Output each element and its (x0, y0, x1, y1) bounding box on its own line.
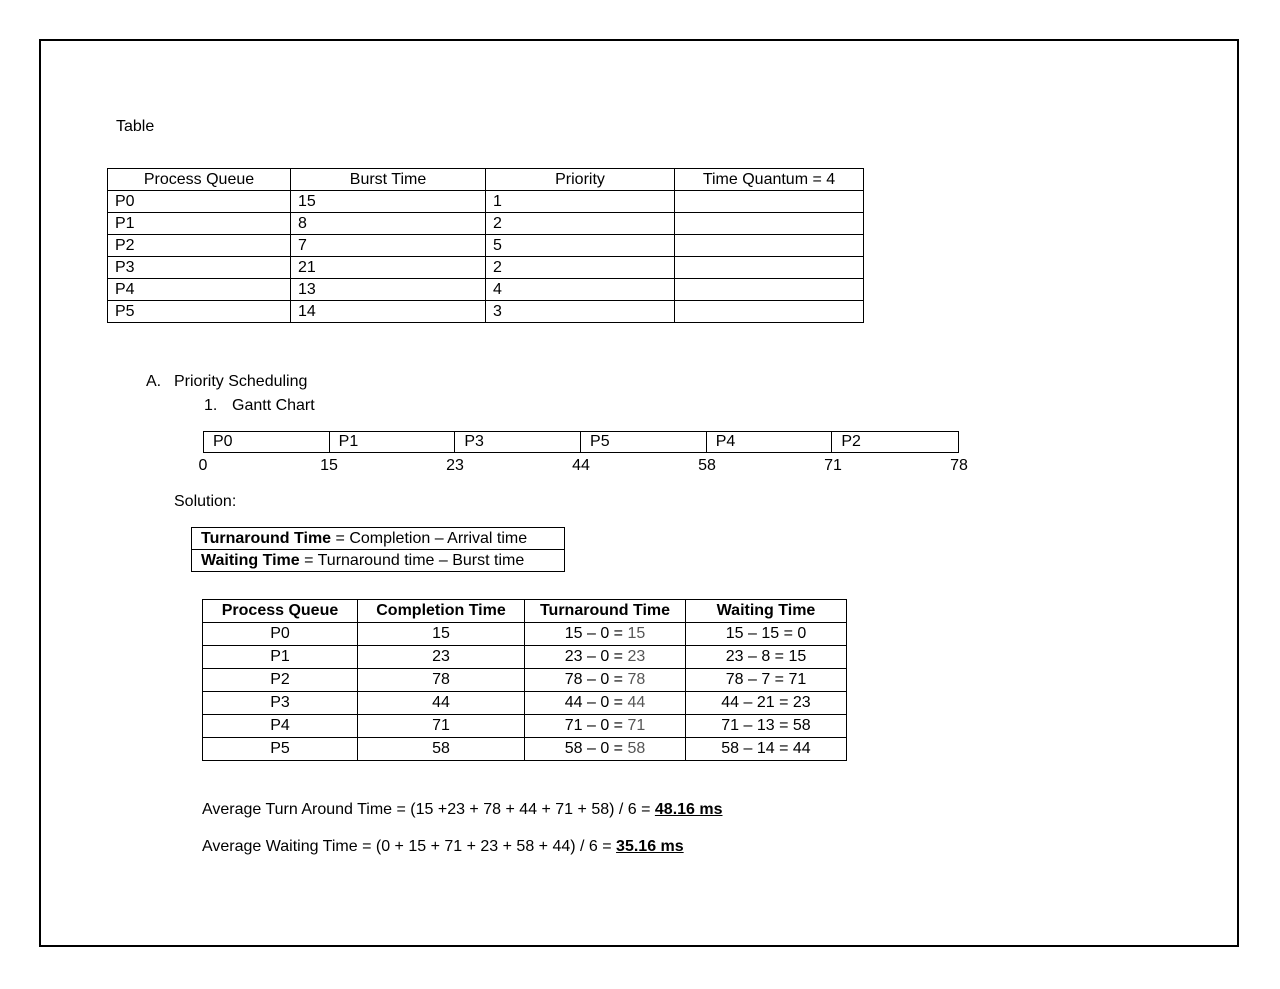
table-row (203, 646, 847, 669)
turnaround-expression: 15 – 0 = (564, 625, 628, 642)
turnaround-expression: 71 – 0 = (564, 717, 628, 734)
waiting-cell: 44 – 21 = 23 (686, 692, 847, 715)
section-title-priority-scheduling: Priority Scheduling (174, 373, 308, 390)
turnaround-value: 23 (627, 648, 646, 665)
process-table (107, 168, 864, 323)
completion-cell: 23 (358, 646, 525, 669)
completion-cell: 58 (358, 738, 525, 761)
turnaround-cell (525, 669, 686, 692)
gantt-cell: P1 (330, 432, 456, 452)
table-cell (675, 301, 864, 323)
table-row (108, 257, 864, 279)
formula-turnaround-def: = Completion – Arrival time (331, 530, 528, 547)
table-row (203, 669, 847, 692)
process-cell: P0 (203, 623, 358, 646)
formula-turnaround-term: Turnaround Time (201, 530, 332, 547)
process-cell: P2 (203, 669, 358, 692)
table-cell (675, 257, 864, 279)
table-cell: 1 (486, 191, 675, 213)
results-header-waiting-time: Waiting Time (686, 600, 847, 623)
subsection-marker-1: 1. (204, 397, 218, 414)
solution-label: Solution: (174, 493, 237, 510)
turnaround-cell (525, 738, 686, 761)
process-cell: P3 (203, 692, 358, 715)
table-row (108, 301, 864, 323)
table-cell: 15 (291, 191, 486, 213)
average-waiting-text: Average Waiting Time = (0 + 15 + 71 + 23 + 58 + 44) / 6 = (202, 838, 617, 855)
turnaround-value: 15 (627, 625, 646, 642)
turnaround-value: 44 (627, 694, 646, 711)
table-row (203, 738, 847, 761)
table-cell (675, 235, 864, 257)
table-cell: P1 (108, 213, 291, 235)
formula-turnaround (192, 528, 565, 550)
turnaround-cell (525, 646, 686, 669)
table-cell: P5 (108, 301, 291, 323)
turnaround-cell (525, 623, 686, 646)
waiting-cell: 71 – 13 = 58 (686, 715, 847, 738)
table-cell: 21 (291, 257, 486, 279)
table-cell: 8 (291, 213, 486, 235)
gantt-cell: P0 (204, 432, 330, 452)
turnaround-value: 58 (627, 740, 646, 757)
results-table (202, 599, 847, 761)
gantt-cell: P3 (455, 432, 581, 452)
gantt-time-label: 44 (572, 457, 590, 474)
turnaround-value: 71 (627, 717, 646, 734)
header-time-quantum: Time Quantum = 4 (675, 169, 864, 191)
table-cell: 3 (486, 301, 675, 323)
results-header-completion-time: Completion Time (358, 600, 525, 623)
gantt-cell: P2 (841, 433, 861, 450)
turnaround-cell (525, 715, 686, 738)
results-header-process-queue: Process Queue (203, 600, 358, 623)
gantt-time-label: 23 (446, 457, 464, 474)
completion-cell: 15 (358, 623, 525, 646)
process-table-header (108, 169, 864, 191)
gantt-chart-bar (203, 431, 959, 453)
waiting-cell: 23 – 8 = 15 (686, 646, 847, 669)
table-row (203, 623, 847, 646)
gantt-cell: P4 (707, 432, 833, 452)
completion-cell: 44 (358, 692, 525, 715)
section-marker-a: A. (146, 373, 162, 390)
gantt-time-label: 0 (198, 457, 208, 474)
formula-waiting-term: Waiting Time (201, 552, 300, 569)
table-row (108, 191, 864, 213)
average-turnaround (202, 800, 723, 820)
header-process-queue: Process Queue (108, 169, 291, 191)
gantt-cell: P5 (581, 432, 707, 452)
table-row (108, 279, 864, 301)
table-row (203, 692, 847, 715)
turnaround-expression: 23 – 0 = (564, 648, 628, 665)
table-cell: 5 (486, 235, 675, 257)
process-cell: P5 (203, 738, 358, 761)
process-cell: P1 (203, 646, 358, 669)
gantt-time-label: 15 (320, 457, 338, 474)
table-cell (675, 213, 864, 235)
average-turnaround-text: Average Turn Around Time = (15 +23 + 78 + 44 + 71 + 58) / 6 = (202, 801, 655, 818)
table-cell (675, 191, 864, 213)
table-cell (675, 279, 864, 301)
turnaround-expression: 58 – 0 = (564, 740, 628, 757)
waiting-cell: 58 – 14 = 44 (686, 738, 847, 761)
results-header-turnaround-time: Turnaround Time (525, 600, 686, 623)
table-cell: 2 (486, 257, 675, 279)
table-cell: P0 (108, 191, 291, 213)
process-cell: P4 (203, 715, 358, 738)
formula-box (191, 527, 565, 572)
table-cell: 7 (291, 235, 486, 257)
table-cell: 14 (291, 301, 486, 323)
table-cell: 4 (486, 279, 675, 301)
waiting-cell: 78 – 7 = 71 (686, 669, 847, 692)
average-waiting-result: 35.16 ms (616, 838, 684, 855)
completion-cell: 78 (358, 669, 525, 692)
table-cell: P2 (108, 235, 291, 257)
turnaround-value: 78 (627, 671, 646, 688)
gantt-time-label: 71 (824, 457, 842, 474)
table-cell: 2 (486, 213, 675, 235)
turnaround-cell (525, 692, 686, 715)
formula-waiting-def: = Turnaround time – Burst time (299, 552, 525, 569)
table-cell: P3 (108, 257, 291, 279)
average-turnaround-result: 48.16 ms (654, 801, 723, 818)
waiting-cell: 15 – 15 = 0 (686, 623, 847, 646)
table-cell: P4 (108, 279, 291, 301)
results-table-header (203, 600, 847, 623)
gantt-time-label: 78 (950, 457, 968, 474)
table-row (203, 715, 847, 738)
gantt-time-label: 58 (698, 457, 716, 474)
completion-cell: 71 (358, 715, 525, 738)
formula-waiting (192, 550, 565, 572)
subsection-title-gantt-chart: Gantt Chart (232, 397, 315, 414)
header-burst-time: Burst Time (291, 169, 486, 191)
header-priority: Priority (486, 169, 675, 191)
table-row (108, 213, 864, 235)
turnaround-expression: 44 – 0 = (564, 694, 628, 711)
table-cell: 13 (291, 279, 486, 301)
table-row (108, 235, 864, 257)
average-waiting (202, 837, 684, 857)
turnaround-expression: 78 – 0 = (564, 671, 628, 688)
section-label-table: Table (116, 118, 155, 135)
